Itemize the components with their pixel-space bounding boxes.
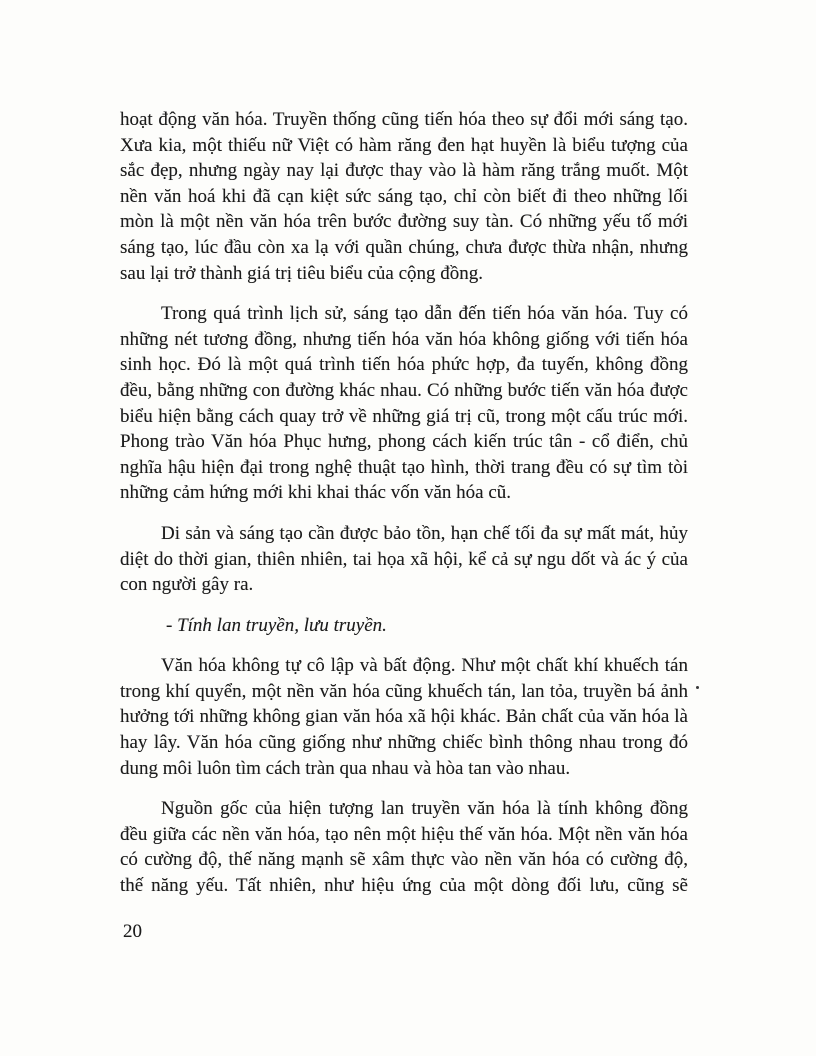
paragraph-5: Văn hóa không tự cô lập và bất động. Như một chất khí khuếch tán trong khí quyển, một nền văn hóa cũng khuếch tán, lan tỏa, truyền bá ảnh hưởng tới những không gian văn hóa xã hội khác. Bản chất của văn hóa là hay lây. Văn hóa cũng giống như những chiếc bình thông nhau trong đó dung môi luôn tìm cách tràn qua nhau và hòa tan vào nhau. [120, 655, 688, 779]
page-number: 20 [123, 921, 142, 942]
paragraph-6: Nguồn gốc của hiện tượng lan truyền văn hóa là tính không đồng đều giữa các nền văn hóa, tạo nên một hiệu thế văn hóa. Một nền văn hóa có cường độ, thế năng mạnh sẽ xâm thực vào nền văn hóa có cường độ, thế năng yếu. Tất nhiên, như hiệu ứng của một dòng đối lưu, cũng sẽ [120, 798, 688, 897]
scan-artifact-ink-speck [696, 686, 699, 689]
document-text [120, 107, 688, 899]
paragraph-3: Di sản và sáng tạo cần được bảo tồn, hạn chế tối đa sự mất mát, hủy diệt do thời gian, thiên nhiên, tai họa xã hội, kể cả sự ngu dốt và ác ý của con người gây ra. [120, 522, 688, 596]
paragraph-2: Trong quá trình lịch sử, sáng tạo dẫn đến tiến hóa văn hóa. Tuy có những nét tương đồng, nhưng tiến hóa văn hóa không giống với tiến hóa sinh học. Đó là một quá trình tiến hóa phức hợp, đa tuyến, không đồng đều, bằng những con đường khác nhau. Có những bước tiến văn hóa được biểu hiện bằng cách quay trở về những giá trị cũ, trong một cấu trúc mới. Phong trào Văn hóa Phục hưng, phong cách kiến trúc tân - cổ điển, chủ nghĩa hậu hiện đại trong nghệ thuật tạo hình, thời trang đều có sự tìm tòi những cảm hứng mới khi khai thác vốn văn hóa cũ. [120, 303, 688, 504]
paragraph-4-italic-heading: - Tính lan truyền, lưu truyền. [166, 614, 387, 636]
paragraph-1: hoạt động văn hóa. Truyền thống cũng tiến hóa theo sự đổi mới sáng tạo. Xưa kia, một thiếu nữ Việt có hàm răng đen hạt huyền là biểu tượng của sắc đẹp, nhưng ngày nay lại được thay vào là hàm răng trắng muốt. Một nền văn hoá khi đã cạn kiệt sức sáng tạo, chỉ còn biết đi theo những lối mòn là một nền văn hóa trên bước đường suy tàn. Có những yếu tố mới sáng tạo, lúc đầu còn xa lạ với quần chúng, chưa được thừa nhận, nhưng sau lại trở thành giá trị tiêu biểu của cộng đồng. [120, 109, 688, 284]
